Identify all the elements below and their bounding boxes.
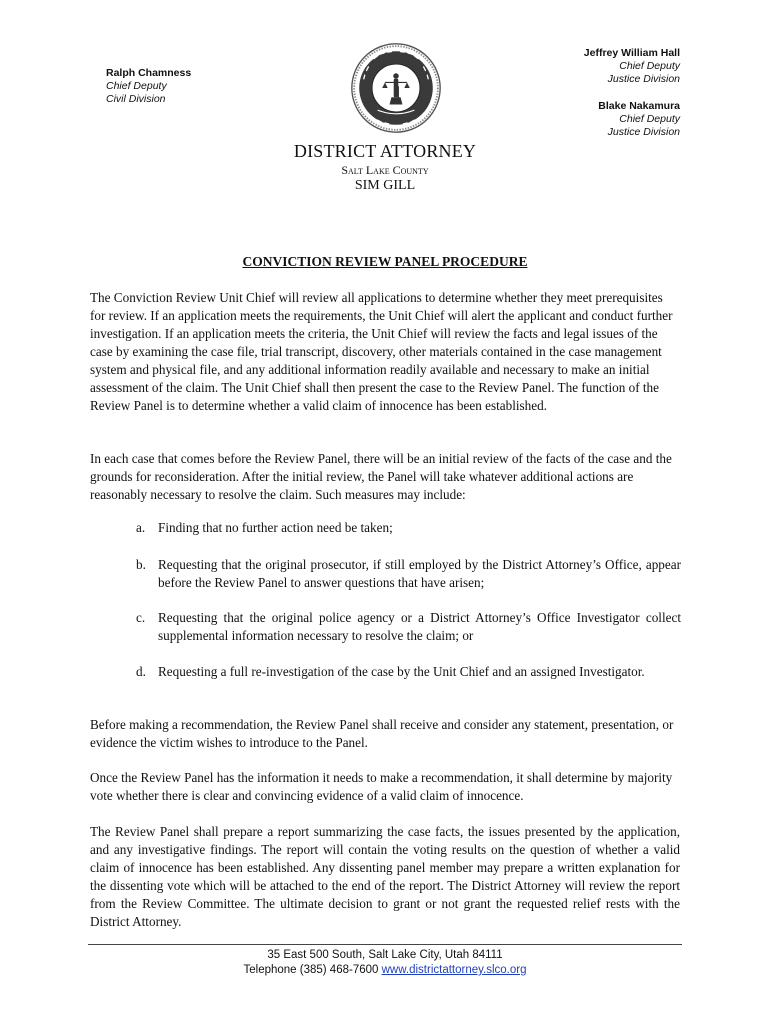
contact-name: Jeffrey William Hall — [583, 47, 680, 59]
list-item — [136, 556, 681, 592]
attorney-name: SIM GILL — [354, 178, 416, 193]
list-item-text: Finding that no further action need be taken; — [158, 520, 393, 535]
list-item — [136, 663, 681, 681]
list-marker: c. — [136, 610, 146, 625]
county-name: Salt Lake County — [341, 163, 429, 177]
footer-contact-line — [0, 963, 770, 978]
contact-title: Chief Deputy — [106, 80, 167, 92]
contact-division: Civil Division — [106, 93, 166, 105]
website-link[interactable]: www.districtattorney.slco.org — [381, 964, 527, 976]
contact-division: Justice Division — [607, 126, 680, 138]
list-marker: b. — [136, 557, 146, 572]
contact-name: Blake Nakamura — [598, 100, 680, 112]
list-item — [136, 609, 681, 645]
paragraph: In each case that comes before the Review Panel, there will be an initial review of the facts of the case and the grounds for reconsideration. After the initial review, the Panel will take whatever additional actions are reasonably necessary to resolve the claim. Such measures may include: — [90, 451, 672, 502]
paragraph: The Conviction Review Unit Chief will review all applications to determine whether they meet prerequisites for review. If an application meets the requirements, the Unit Chief will alert the applicant and conduct further investigation. If an application meets the criteria, the Unit Chief will review the facts and legal issues of the case by examining the case file, trial transcript, discovery, other materials contained in the case management system and physical file, and any additional information readily available and necessary to make an initial assessment of the claim. The Unit Chief shall then present the case to the Review Panel. The function of the Review Panel is to determine whether a valid claim of innocence has been established. — [90, 290, 673, 413]
list-item-text: Requesting a full re-investigation of the case by the Unit Chief and an assigned Investigator. — [158, 664, 645, 679]
footer-telephone: Telephone (385) 468-7600 — [243, 964, 379, 976]
contact-title: Chief Deputy — [619, 60, 680, 72]
document-heading: CONVICTION REVIEW PANEL PROCEDURE — [242, 254, 528, 269]
left-contact-block — [106, 67, 191, 106]
list-marker: a. — [136, 520, 146, 535]
paragraph: Before making a recommendation, the Review Panel shall receive and consider any statement, presentation, or evidence the victim wishes to introduce to the Panel. — [90, 717, 674, 750]
paragraph: Once the Review Panel has the information it needs to make a recommendation, it shall determine by majority vote whether there is clear and convincing evidence of a valid claim of innocence. — [90, 770, 673, 803]
list-item-text: Requesting that the original prosecutor, if still employed by the District Attorney’s Office, appear before the Review Panel to answer questions that have arisen; — [158, 557, 681, 590]
list-item-text: Requesting that the original police agency or a District Attorney’s Office Investigator collect supplemental information necessary to resolve the claim; or — [158, 610, 681, 643]
footer-divider — [88, 944, 682, 945]
contact-name: Ralph Chamness — [106, 67, 192, 79]
contact-title: Chief Deputy — [619, 113, 680, 125]
right-contact-block-1 — [584, 47, 680, 86]
footer-address: 35 East 500 South, Salt Lake City, Utah 84111 — [267, 949, 503, 961]
paragraph: The Review Panel shall prepare a report summarizing the case facts, the issues presented by the application, and any investigative findings. The report will contain the voting results on the question of whether a valid claim of innocence has been established. Any dissenting panel member may prepare a written explanation for the dissenting vote which will be attached to the end of the report. The District Attorney will review the report from the Review Committee. The ultimate decision to grant or not grant the requested relief rests with the District Attorney. — [90, 824, 680, 929]
district-attorney-seal-icon — [350, 42, 442, 134]
list-marker: d. — [136, 664, 146, 679]
contact-division: Justice Division — [607, 73, 680, 85]
right-contact-block-2 — [598, 100, 680, 139]
office-name: DISTRICT ATTORNEY — [293, 141, 477, 161]
list-item — [136, 519, 681, 537]
